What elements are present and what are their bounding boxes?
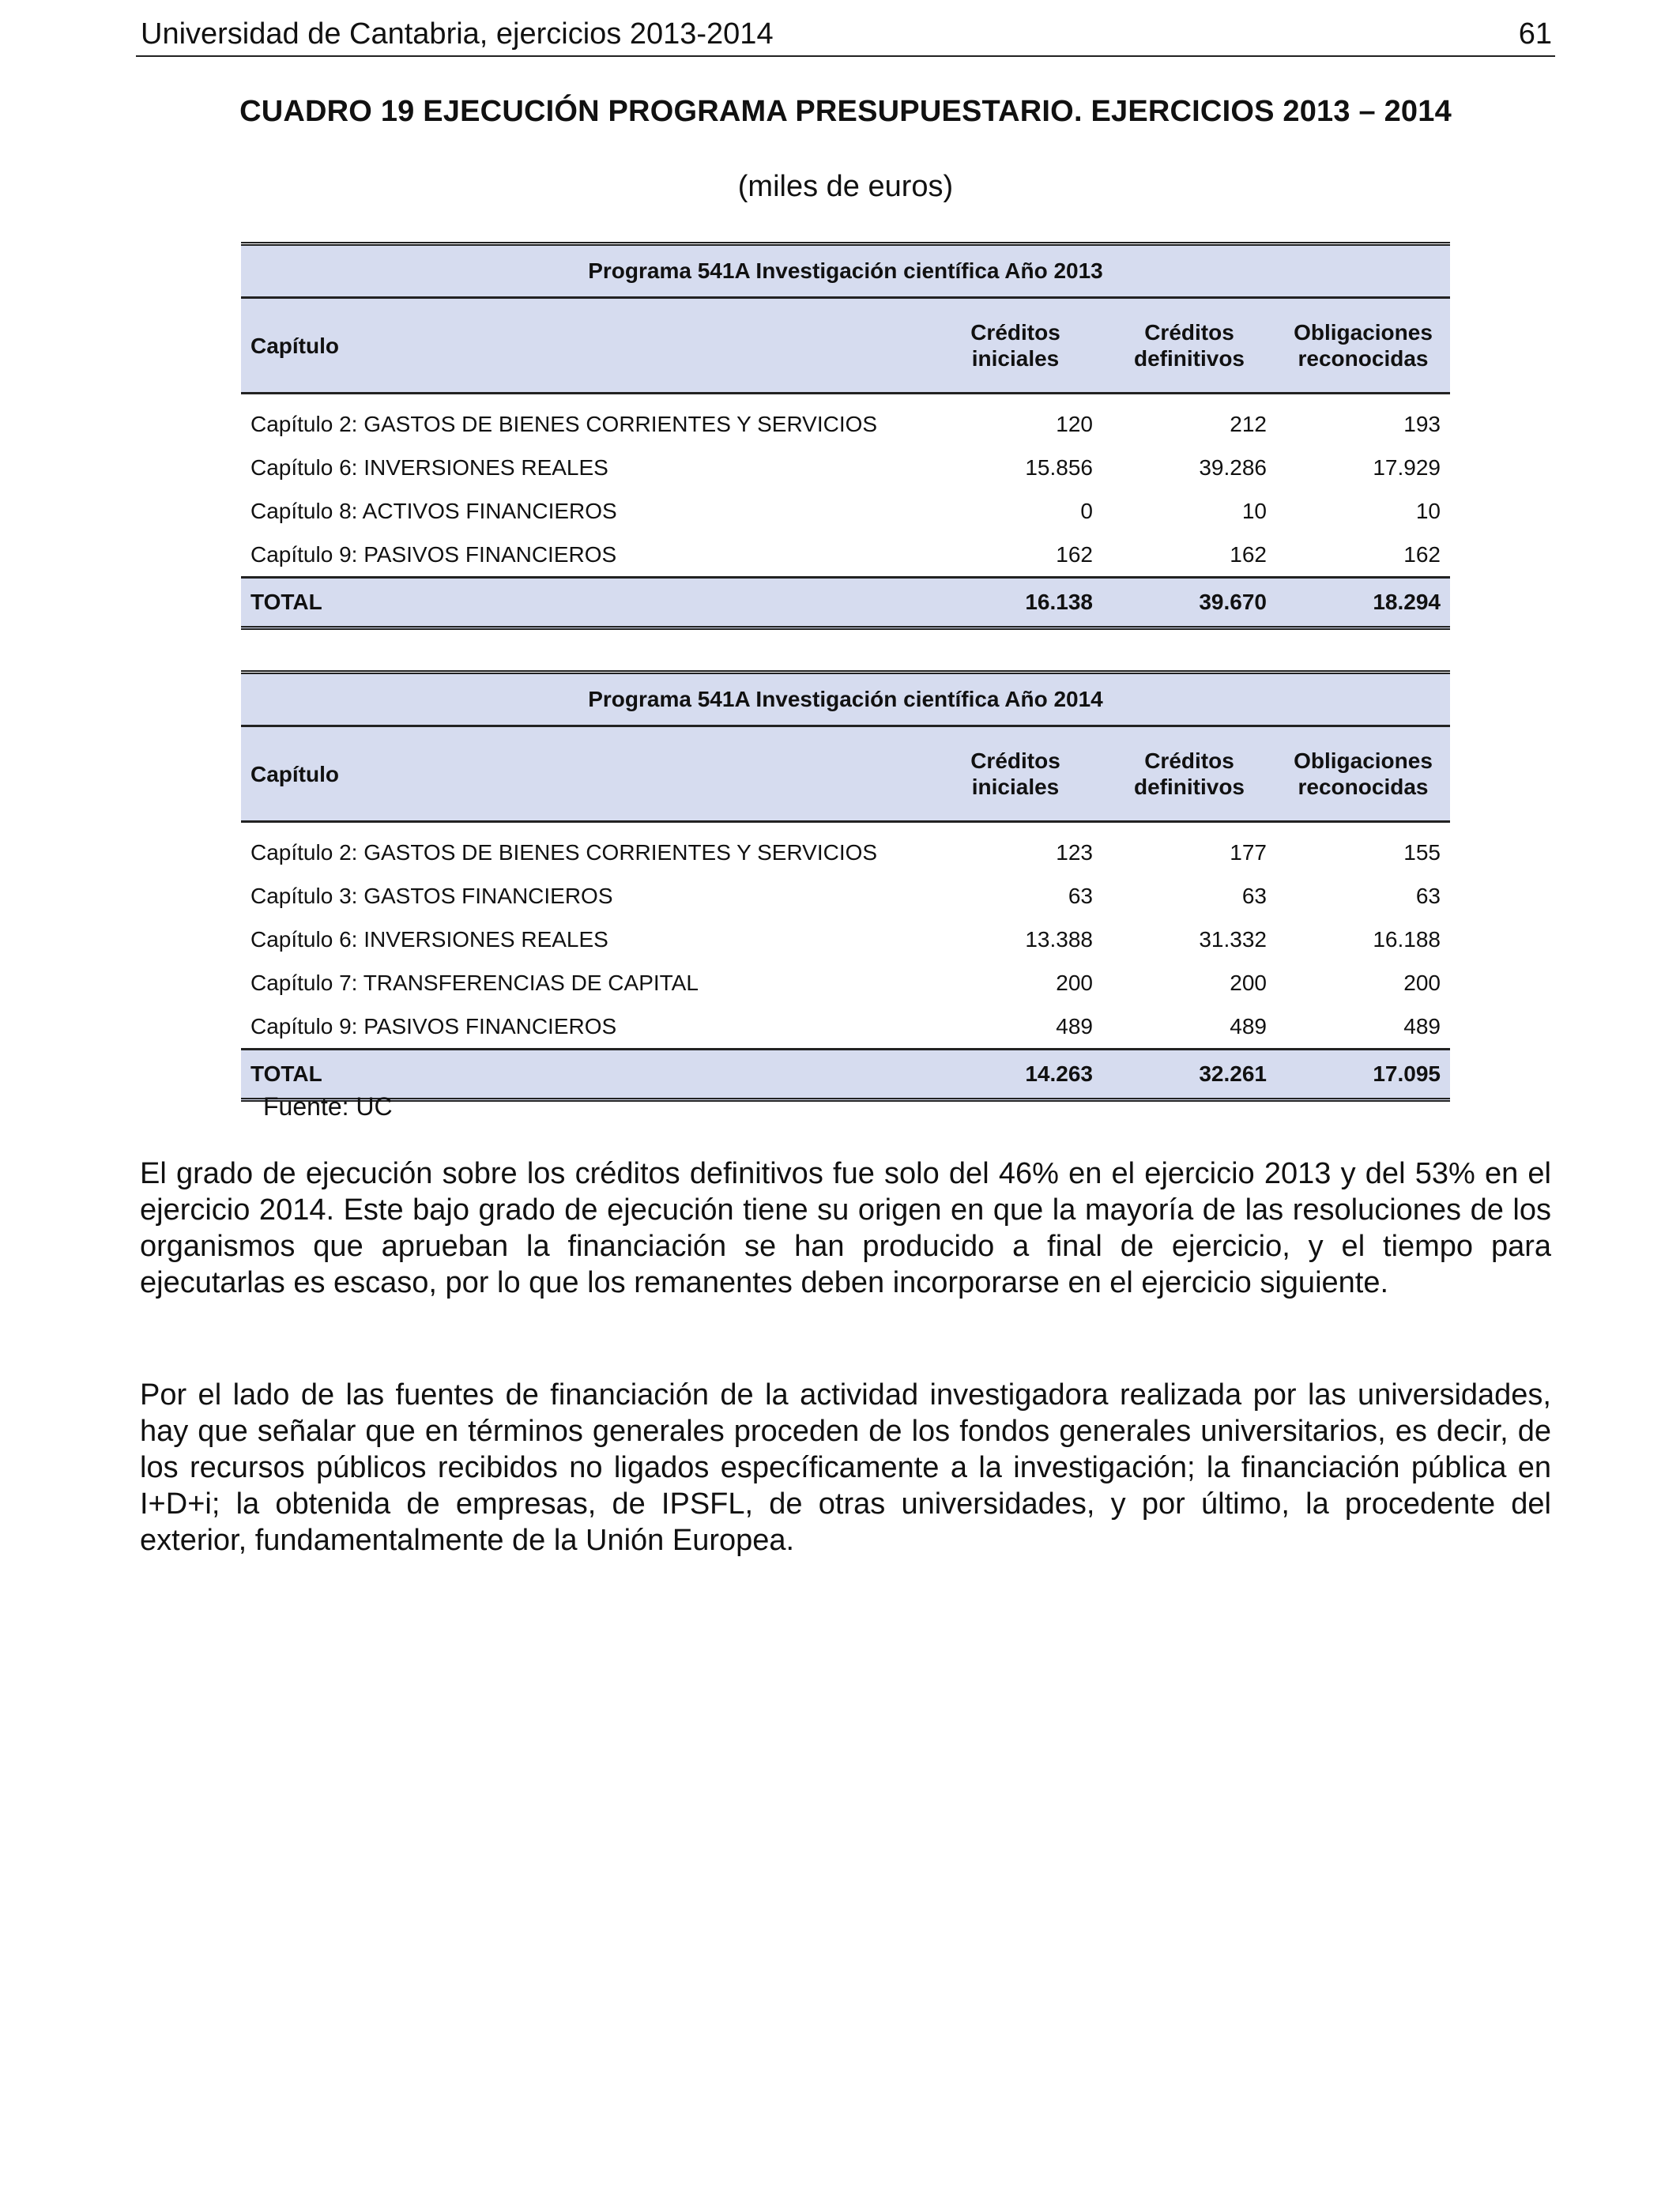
final-credits-value: 212: [1230, 411, 1267, 436]
column-header-final-credits: [1102, 298, 1276, 394]
column-header-initial-credits: [929, 298, 1102, 394]
header-line: Créditos: [970, 320, 1060, 345]
total-label: TOTAL: [241, 1050, 929, 1100]
chapter-label: Capítulo 2: GASTOS DE BIENES CORRIENTES Y SERVICIOS: [250, 411, 878, 436]
final-credits-value: 489: [1230, 1013, 1267, 1039]
header-line: Créditos: [970, 748, 1060, 773]
total-initial-credits: 16.138: [929, 578, 1102, 628]
header-line: Créditos: [1144, 320, 1234, 345]
budget-table-2014: [241, 670, 1450, 1102]
program-title: Programa 541A Investigación científica Año 2014: [241, 673, 1450, 726]
header-line: reconocidas: [1298, 775, 1429, 799]
total-row: [241, 578, 1450, 628]
final-credits-value: 177: [1230, 839, 1267, 865]
page-header: [136, 14, 1555, 57]
chapter-label: Capítulo 9: PASIVOS FINANCIEROS: [250, 541, 617, 567]
program-header-row: [241, 673, 1450, 726]
total-row: [241, 1050, 1450, 1100]
running-header-title: Universidad de Cantabria, ejercicios 2013-2014: [141, 17, 774, 51]
final-credits-value: 10: [1241, 498, 1267, 523]
header-line: definitivos: [1133, 775, 1245, 799]
chapter-label: Capítulo 6: INVERSIONES REALES: [250, 926, 608, 952]
budget-table: [241, 242, 1450, 630]
column-header-chapter: Capítulo: [241, 726, 929, 822]
program-title: Programa 541A Investigación científica Año 2013: [241, 244, 1450, 298]
final-credits-value: 39.286: [1199, 454, 1267, 480]
total-final-credits: 32.261: [1102, 1050, 1276, 1100]
table-row: [241, 446, 1450, 489]
initial-credits-value: 13.388: [1025, 926, 1093, 952]
initial-credits-value: 15.856: [1025, 454, 1093, 480]
table-row: [241, 822, 1450, 875]
total-initial-credits: 14.263: [929, 1050, 1102, 1100]
table-row: [241, 961, 1450, 1005]
initial-credits-value: 0: [1080, 498, 1093, 523]
header-line: iniciales: [971, 775, 1060, 799]
body-paragraph: Por el lado de las fuentes de financiación de la actividad investigadora realizada por las universidades, hay que señalar que en términos generales proceden de los fondos generales universitarios, es decir, de los recursos públicos recibidos no ligados específicamente a la investigación; la financiación pública en I+D+i; la obtenida de empresas, de IPSFL, de otras universidades, y por último, la procedente del exterior, fundamentalmente de la Unión Europea.: [140, 1378, 1551, 1557]
header-line: reconocidas: [1298, 346, 1429, 371]
initial-credits-value: 162: [1056, 541, 1093, 567]
program-header-row: [241, 244, 1450, 298]
initial-credits-value: 123: [1056, 839, 1093, 865]
total-label: TOTAL: [241, 578, 929, 628]
body-paragraph: El grado de ejecución sobre los créditos definitivos fue solo del 46% en el ejercicio 2013 y del 53% en el ejercicio 2014. Este bajo grado de ejecución tiene su origen en que la mayoría de las resoluciones de los organismos que aprueban la financiación se han producido a final de ejercicio, y el tiempo para ejecutarlas es escaso, por lo que los remanentes deben incorporarse en el ejercicio siguiente.: [140, 1157, 1551, 1299]
table-row: [241, 533, 1450, 578]
obligations-value: 63: [1415, 883, 1441, 908]
initial-credits-value: 489: [1056, 1013, 1093, 1039]
column-header-row: [241, 298, 1450, 394]
source-note: Fuente: UC: [263, 1092, 393, 1121]
initial-credits-value: 63: [1068, 883, 1093, 908]
obligations-value: 16.188: [1373, 926, 1441, 952]
obligations-value: 200: [1403, 970, 1441, 995]
final-credits-value: 31.332: [1199, 926, 1267, 952]
column-header-initial-credits: [929, 726, 1102, 822]
table-row: [241, 489, 1450, 533]
final-credits-value: 162: [1230, 541, 1267, 567]
table-row: [241, 1005, 1450, 1050]
header-line: Créditos: [1144, 748, 1234, 773]
units-note: (miles de euros): [737, 170, 954, 203]
column-header-chapter: Capítulo: [241, 298, 929, 394]
header-line: iniciales: [971, 346, 1060, 371]
column-header-obligations: [1276, 298, 1450, 394]
total-obligations: 17.095: [1276, 1050, 1450, 1100]
obligations-value: 489: [1403, 1013, 1441, 1039]
chapter-label: Capítulo 6: INVERSIONES REALES: [250, 454, 608, 480]
initial-credits-value: 120: [1056, 411, 1093, 436]
budget-table-2013: [241, 242, 1450, 630]
column-header-obligations: [1276, 726, 1450, 822]
chapter-label: Capítulo 7: TRANSFERENCIAS DE CAPITAL: [250, 970, 699, 995]
initial-credits-value: 200: [1056, 970, 1093, 995]
column-header-final-credits: [1102, 726, 1276, 822]
chapter-label: Capítulo 3: GASTOS FINANCIEROS: [250, 883, 613, 908]
chapter-label: Capítulo 8: ACTIVOS FINANCIEROS: [250, 498, 617, 523]
header-line: Obligaciones: [1294, 320, 1433, 345]
table-row: [241, 874, 1450, 918]
obligations-value: 10: [1415, 498, 1441, 523]
header-line: Obligaciones: [1294, 748, 1433, 773]
budget-table: [241, 670, 1450, 1102]
chapter-label: Capítulo 2: GASTOS DE BIENES CORRIENTES Y SERVICIOS: [250, 839, 878, 865]
obligations-value: 17.929: [1373, 454, 1441, 480]
header-line: definitivos: [1133, 346, 1245, 371]
page-number: 61: [1518, 17, 1552, 51]
table-row: [241, 394, 1450, 447]
table-caption: CUADRO 19 EJECUCIÓN PROGRAMA PRESUPUESTARIO. EJERCICIOS 2013 – 2014: [239, 95, 1452, 128]
final-credits-value: 200: [1230, 970, 1267, 995]
final-credits-value: 63: [1241, 883, 1267, 908]
total-obligations: 18.294: [1276, 578, 1450, 628]
obligations-value: 155: [1403, 839, 1441, 865]
chapter-label: Capítulo 9: PASIVOS FINANCIEROS: [250, 1013, 617, 1039]
obligations-value: 193: [1403, 411, 1441, 436]
table-row: [241, 918, 1450, 961]
total-final-credits: 39.670: [1102, 578, 1276, 628]
obligations-value: 162: [1403, 541, 1441, 567]
column-header-row: [241, 726, 1450, 822]
